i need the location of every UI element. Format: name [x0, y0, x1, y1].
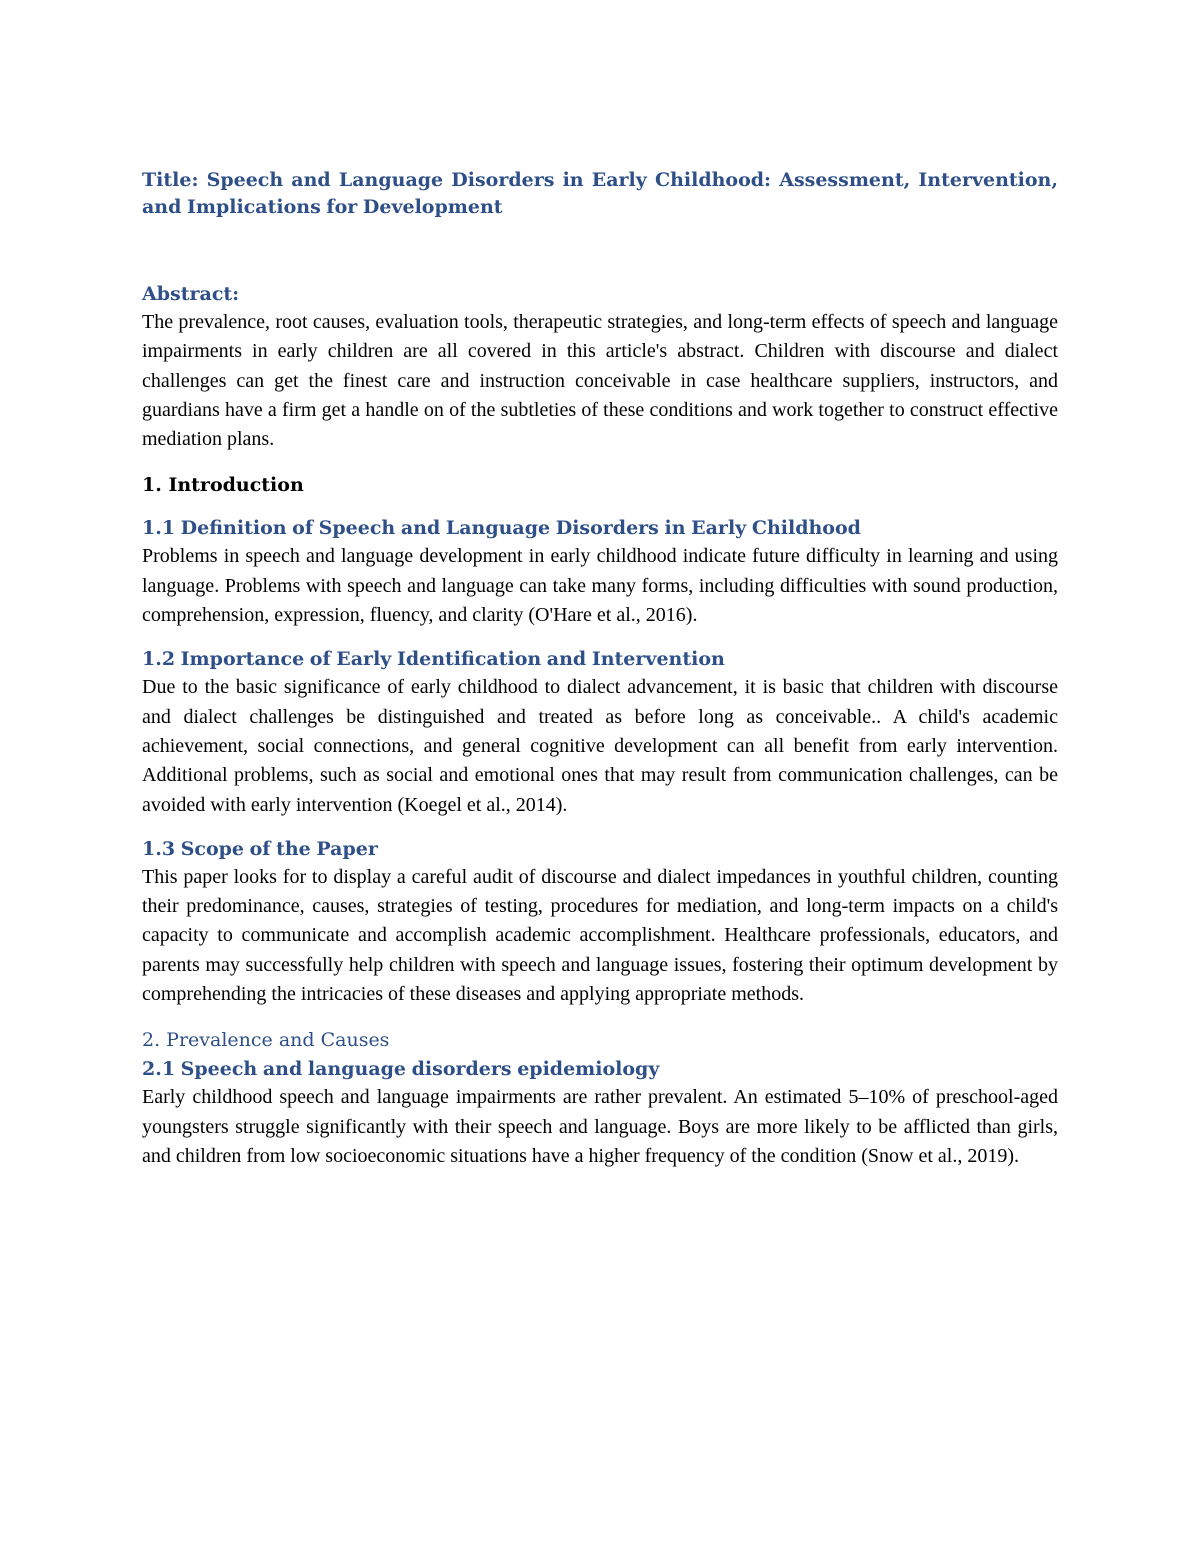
document-page	[142, 167, 1058, 1171]
section-1-1-heading: 1.1 Definition of Speech and Language Disorders in Early Childhood	[142, 517, 861, 540]
section-1-1-text: Problems in speech and language development in early childhood indicate future difficulty in learning and using language. Problems with speech and language can take many forms, including difficulties with sound production, comprehension, expression, fluency, and clarity (O'Hare et al., 2016).	[142, 545, 1058, 627]
abstract-text: The prevalence, root causes, evaluation tools, therapeutic strategies, and long-term effects of speech and language impairments in early children are all covered in this article's abstract. Children with discourse and dialect challenges can get the finest care and instruction conceivable in case healthcare suppliers, instructors, and guardians have a firm get a handle on of the subtleties of these conditions and work together to construct effective mediation plans.	[142, 311, 1058, 451]
section-2-1-heading: 2.1 Speech and language disorders epidemiology	[142, 1058, 660, 1081]
section-1-3-heading: 1.3 Scope of the Paper	[142, 837, 378, 860]
section-1-2-heading: 1.2 Importance of Early Identification and Intervention	[142, 648, 725, 671]
document-title: Title: Speech and Language Disorders in Early Childhood: Assessment, Intervention, and Implications for Development	[142, 169, 1058, 218]
section-2-heading: 2. Prevalence and Causes	[142, 1029, 390, 1052]
section-2-1-text: Early childhood speech and language impairments are rather prevalent. An estimated 5–10% of preschool-aged youngsters struggle significantly with their speech and language. Boys are more likely to be afflicted than girls, and children from low socioeconomic situations have a higher frequency of the condition (Snow et al., 2019).	[142, 1086, 1058, 1167]
section-1-2-text: Due to the basic significance of early childhood to dialect advancement, it is basic that children with discourse and dialect challenges be distinguished and treated as before long as conceivable.. A child's academic achievement, social connections, and general cognitive development can all benefit from early intervention. Additional problems, such as social and emotional ones that may result from communication challenges, can be avoided with early intervention (Koegel et al., 2014).	[142, 676, 1058, 816]
introduction-heading: 1. Introduction	[142, 474, 304, 497]
section-1-3-text: This paper looks for to display a careful audit of discourse and dialect impedances in youthful children, counting their predominance, causes, strategies of testing, procedures for mediation, and long-term impacts on a child's capacity to communicate and accomplish academic accomplishment. Healthcare professionals, educators, and parents may successfully help children with speech and language issues, fostering their optimum development by comprehending the intricacies of these diseases and applying appropriate methods.	[142, 865, 1058, 1006]
abstract-heading: Abstract:	[142, 283, 240, 305]
